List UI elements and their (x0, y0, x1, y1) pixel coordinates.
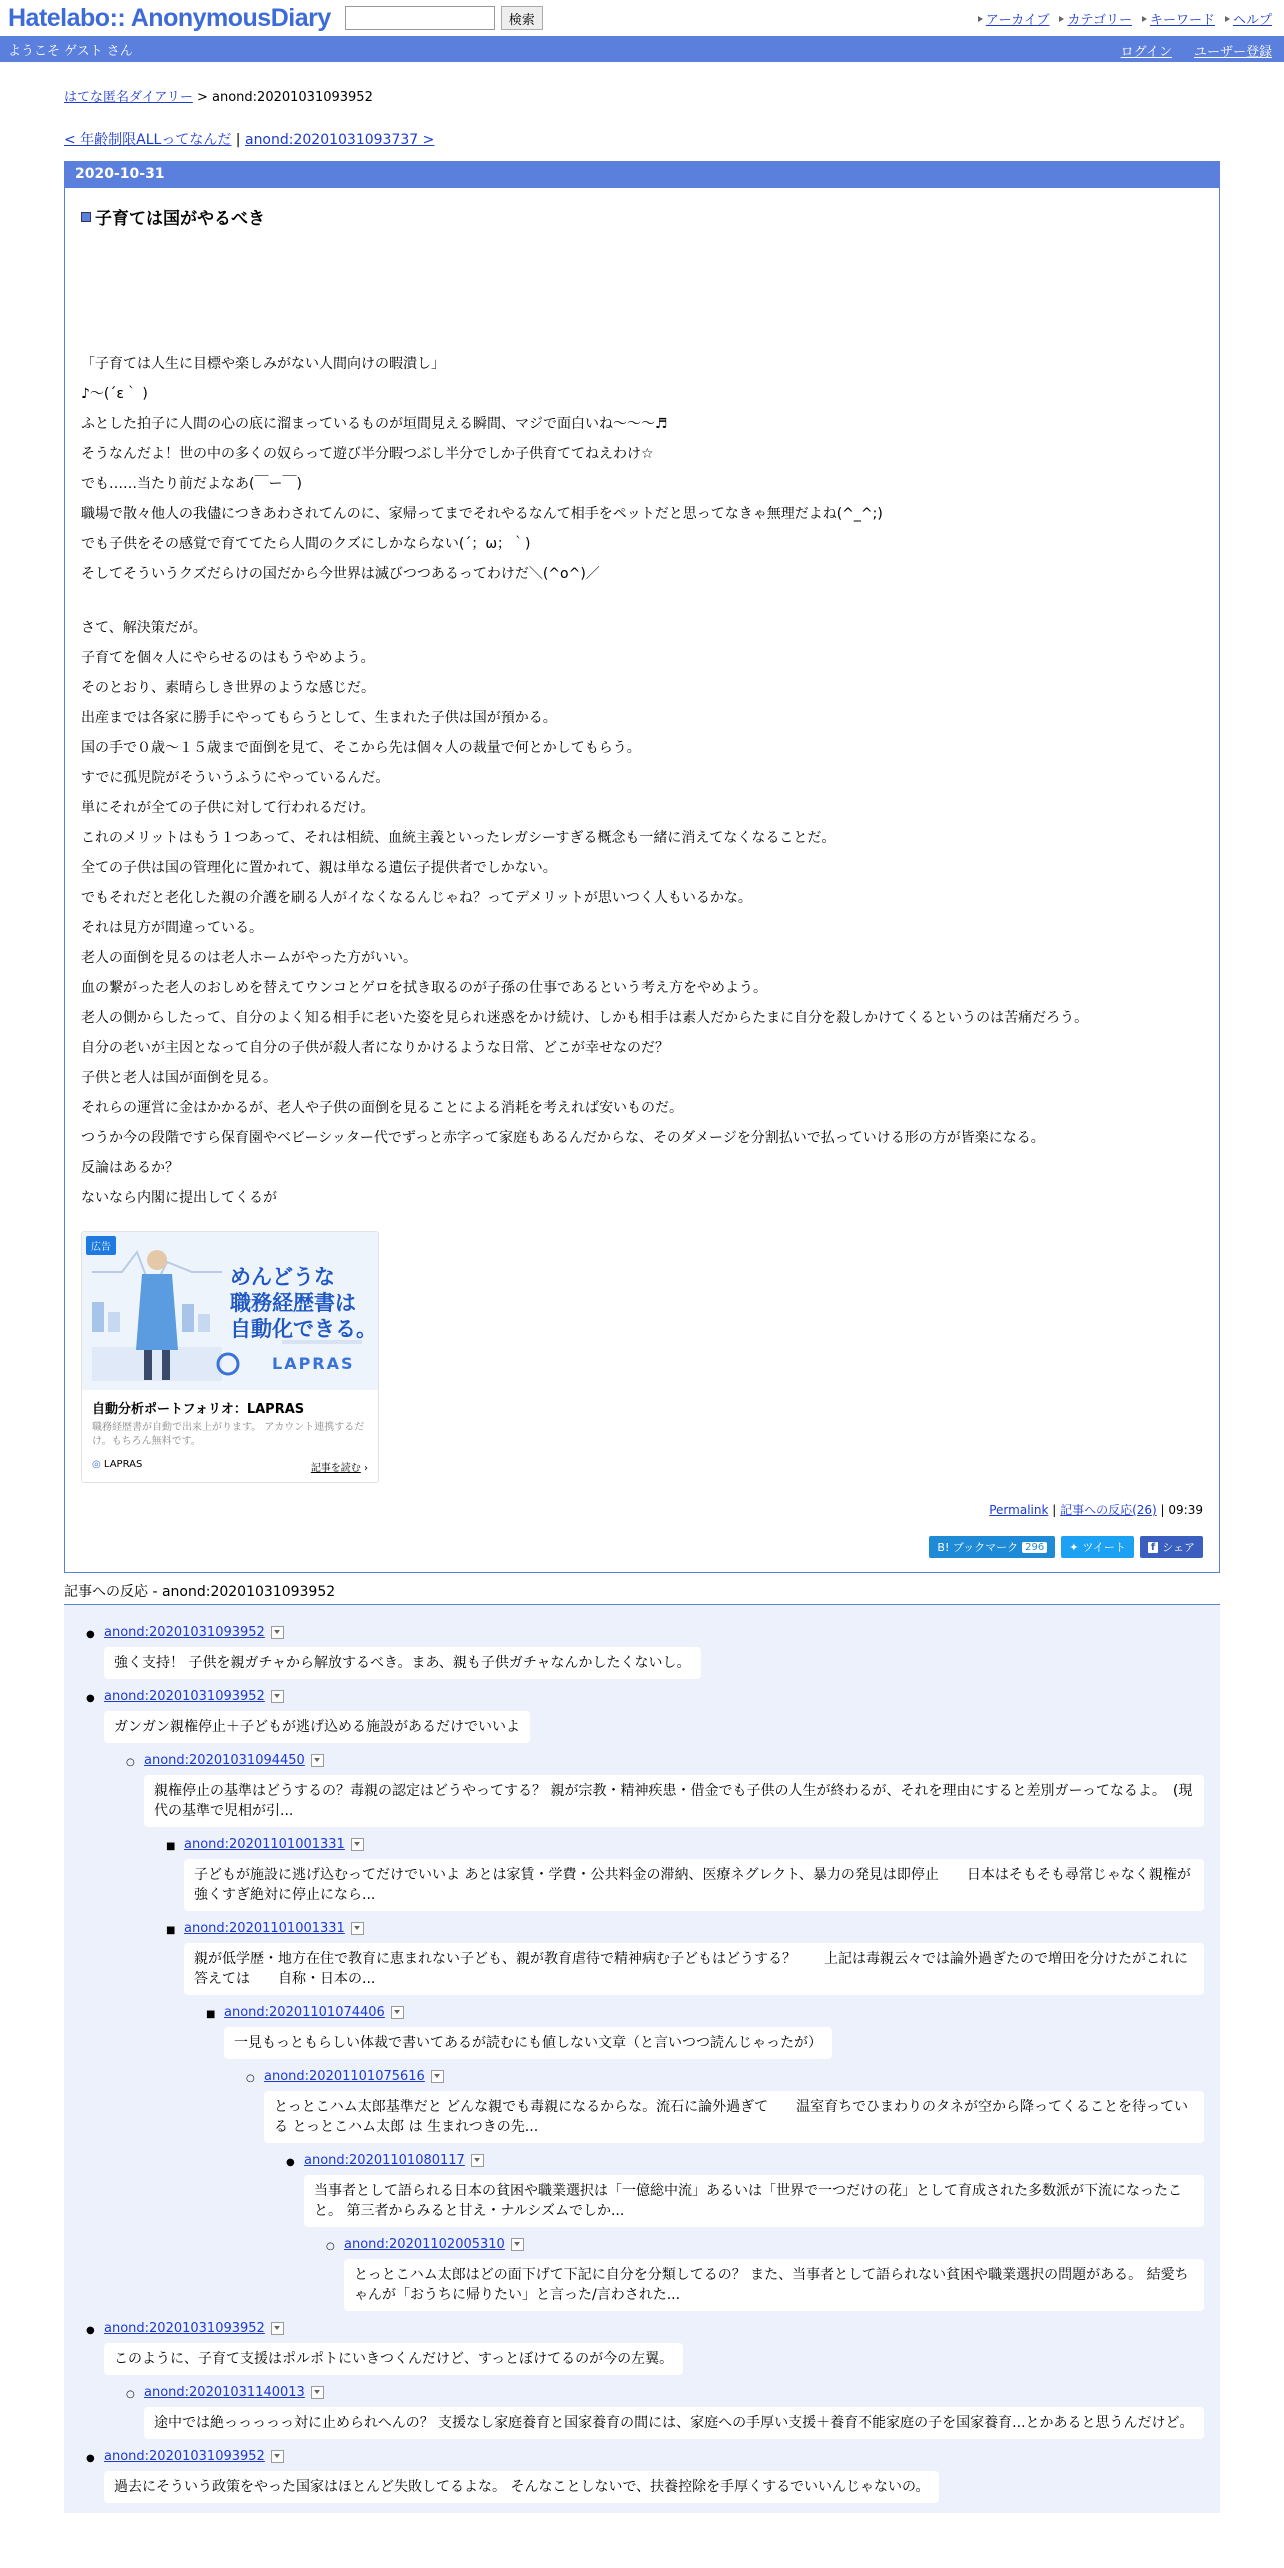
search-button[interactable]: 検索 (501, 6, 543, 30)
list-bullet-icon: ○ (126, 2389, 135, 2400)
ad-cta-label[interactable]: 記事を読む (310, 1463, 361, 1474)
top-nav (978, 9, 1272, 28)
entry-line: そのとおり、素晴らしき世界のような感じだ。 (81, 680, 375, 696)
search-input[interactable] (345, 6, 495, 30)
reaction-link[interactable]: anond:20201031093952 (104, 2320, 265, 2336)
entry-line: 血の繋がった老人のおしめを替えてウンコとゲロを拭き取るのが子孫の仕事であるという考え方をやめよう。 (81, 980, 767, 996)
welcome-bar (0, 36, 1284, 62)
permalink-row: Permalink | 記事への反応(26) | 09:39 (989, 1503, 1203, 1517)
nav-keyword-label[interactable]: キーワード (1149, 13, 1215, 28)
list-bullet-icon: ○ (246, 2073, 255, 2084)
reaction-item (86, 1685, 1204, 1743)
register-link[interactable]: ユーザー登録 (1193, 45, 1272, 60)
ad-card[interactable] (81, 1231, 379, 1483)
ad-brand-logo: LAPRAS (272, 1354, 355, 1373)
reactions-header: 記事への反応 - anond:20201031093952 (64, 1581, 1220, 1605)
prev-next-separator: | (231, 132, 245, 148)
reaction-item (206, 2001, 1204, 2059)
login-link[interactable]: ログイン (1120, 45, 1172, 60)
entry-line: つうか今の段階ですら保育園やベビーシッター代でずっと赤字って家庭もあるんだからな、そのダメージを分割払いで払っていける形の方が皆楽になる。 (81, 1130, 1045, 1146)
triangle-bullet-icon (978, 16, 983, 22)
breadcrumb-home-link[interactable]: はてな匿名ダイアリー (64, 90, 193, 105)
triangle-bullet-icon (1142, 16, 1147, 22)
entry-line: 出産までは各家に勝手にやってもらうとして、生まれた子供は国が預かる。 (81, 710, 557, 726)
entry-line: これのメリットはもう１つあって、それは相続、血統主義といったレガシーすぎる概念も一緒に消えてなくなることだ。 (81, 830, 836, 846)
dropdown-toggle-icon[interactable] (311, 1754, 324, 1767)
reaction-item (166, 1833, 1204, 1911)
prev-entry-link[interactable]: < 年齢制限ALLってなんだ (64, 132, 232, 148)
entry-line: 職場で散々他人の我儘につきあわされてんのに、家帰ってまでそれやるなんて相手をペットだと思ってなきゃ無理だよね(^_^;) (81, 506, 883, 522)
nav-help[interactable] (1225, 9, 1272, 28)
list-bullet-icon: ● (86, 1693, 95, 1704)
dropdown-toggle-icon[interactable] (351, 1922, 364, 1935)
entry-line: 子供と老人は国が面倒を見る。 (81, 1070, 277, 1086)
list-bullet-icon: ● (86, 2453, 95, 2464)
entry-spacer (81, 589, 1203, 613)
entry-title (81, 204, 1203, 229)
ad-description: 職務経歴書が自動で出来上がります。 アカウント連携するだけ。もちろん無料です。 (92, 1422, 365, 1447)
dropdown-toggle-icon[interactable] (391, 2006, 404, 2019)
reaction-header (104, 2445, 1204, 2467)
entry-line: 老人の面倒を見るのは老人ホームがやった方がいい。 (81, 950, 417, 966)
share-row (81, 1536, 1203, 1558)
nav-keyword[interactable] (1142, 9, 1215, 28)
reaction-body: とっとこハム太郎基準だと どんな親でも毒親になるからな。流石に論外過ぎて 温室育ちでひまわりのタネが空から降ってくることを待っている とっとこハム太郎 は 生まれつきの先... (264, 2091, 1204, 2143)
chevron-right-icon: › (360, 1463, 368, 1474)
entry-line: 老人の側からしたって、自分のよく知る相手に老いた姿を見られ迷惑をかけ続け、しかも相手は素人だからたまに自分を殺しかけてくるというのは苦痛だろう。 (81, 1010, 1089, 1026)
reactions-tree (64, 1605, 1220, 2513)
reaction-item (86, 2445, 1204, 2503)
dropdown-toggle-icon[interactable] (471, 2154, 484, 2167)
dropdown-toggle-icon[interactable] (431, 2070, 444, 2083)
reaction-body: 過去にそういう政策をやった国家はほとんど失敗してるよな。 そんなことしないで、扶養控除を手厚くするでいいんじゃないの。 (104, 2471, 939, 2503)
entry-date: 2020-10-31 (65, 162, 1219, 188)
reaction-body: 親が低学歴・地方在住で教育に恵まれない子ども、親が教育虐待で精神病む子どもはどうする？ 上記は毒親云々では論外過ぎたので増田を分けたがこれに答えては 自称・日本の... (184, 1943, 1204, 1995)
reaction-item (126, 2381, 1204, 2439)
reaction-header (104, 1685, 1204, 1707)
nav-category-label[interactable]: カテゴリー (1067, 13, 1132, 28)
entry-line: それらの運営に金はかかるが、老人や子供の面倒を見ることによる消耗を考えれば安いものだ。 (81, 1100, 683, 1116)
reaction-item (166, 1917, 1204, 1995)
list-bullet-icon: ● (86, 2325, 95, 2336)
entry-text (81, 349, 1203, 1213)
nav-help-label[interactable]: ヘルプ (1232, 13, 1272, 28)
reaction-header (344, 2233, 1204, 2255)
entry-body (65, 188, 1219, 1572)
reactions-link[interactable]: 記事への反応(26) (1060, 1503, 1157, 1517)
reaction-link[interactable]: anond:20201101001331 (184, 1920, 345, 1936)
reaction-body: このように、子育て支援はポルポトにいきつくんだけど、すっとぼけてるのが今の左翼。 (104, 2343, 683, 2375)
ad-headline (230, 1264, 377, 1342)
reaction-header (144, 2381, 1204, 2403)
breadcrumb (64, 86, 1220, 105)
triangle-bullet-icon (1225, 16, 1230, 22)
entry-line: ないなら内閣に提出してくるが (81, 1190, 277, 1206)
reaction-link[interactable]: anond:20201102005310 (344, 2236, 505, 2252)
reaction-body: ガンガン親権停止＋子どもが逃げ込める施設があるだけでいいよ (104, 1711, 530, 1743)
ad-headline-line-2: 職務経歴書は (230, 1291, 356, 1315)
square-bullet-icon[interactable] (81, 212, 91, 222)
nav-archive[interactable] (978, 9, 1050, 28)
permalink-link[interactable]: Permalink (989, 1503, 1049, 1517)
list-bullet-icon: ○ (126, 1757, 135, 1768)
entry-line: 反論はあるか？ (81, 1160, 179, 1176)
entry-line: でも子供をその感覚で育ててたら人間のクズにしかならない(´；ω；｀) (81, 536, 531, 552)
ad-footer (92, 1459, 368, 1474)
entry-line: 「子育ては人生に目標や楽しみがない人間向けの暇潰し」 (81, 356, 445, 372)
dropdown-toggle-icon[interactable] (271, 1690, 284, 1703)
entry-line: 単にそれが全ての子供に対して行われるだけ。 (81, 800, 375, 816)
list-bullet-icon: ■ (166, 1925, 176, 1936)
site-logo[interactable]: Hatelabo:: AnonymousDiary (8, 3, 331, 32)
bookmark-count: 296 (1022, 1542, 1047, 1553)
entry-line: 自分の老いが主因となって自分の子供が殺人者になりかけるような日常、どこが幸せなのだ？ (81, 1040, 669, 1056)
reaction-body: とっとこハム太郎はどの面下げて下記に自分を分類してるの？ また、当事者として語られない貧困や職業選択の問題がある。 結愛ちゃんが「おうちに帰りたい」と言った/言わされた... (344, 2259, 1204, 2311)
ad-headline-line-3: 自動化できる。 (230, 1317, 377, 1341)
entry-box (64, 161, 1220, 1573)
dropdown-toggle-icon[interactable] (311, 2386, 324, 2399)
reaction-item (326, 2233, 1204, 2311)
reaction-header (304, 2149, 1204, 2171)
reaction-link[interactable]: anond:20201101074406 (224, 2004, 385, 2020)
dropdown-toggle-icon[interactable] (271, 2450, 284, 2463)
reaction-link[interactable]: anond:20201031093952 (104, 1624, 265, 1640)
welcome-text: ようこそ ゲスト さん (8, 43, 133, 59)
entry-line: 全ての子供は国の管理化に置かれて、親は単なる遺伝子提供者でしかない。 (81, 860, 557, 876)
breadcrumb-current: anond:20201031093952 (212, 90, 373, 105)
list-bullet-icon: ■ (166, 1841, 176, 1852)
entry-time: 09:39 (1168, 1503, 1203, 1517)
reaction-link[interactable]: anond:20201101080117 (304, 2152, 465, 2168)
reaction-header (184, 1833, 1204, 1855)
facebook-share-button[interactable] (1140, 1536, 1203, 1558)
entry-line: それは見方が間違っている。 (81, 920, 263, 936)
reaction-item (246, 2065, 1204, 2143)
next-entry-link[interactable]: anond:20201031093737 > (244, 132, 435, 148)
reaction-header (224, 2001, 1204, 2023)
reaction-link[interactable]: anond:20201101001331 (184, 1836, 345, 1852)
reaction-link[interactable]: anond:20201031093952 (104, 2448, 265, 2464)
reaction-item (286, 2149, 1204, 2227)
tweet-button[interactable] (1061, 1536, 1134, 1558)
facebook-icon: f (1148, 1542, 1158, 1553)
list-bullet-icon: ○ (326, 2241, 335, 2252)
reaction-link[interactable]: anond:20201031140013 (144, 2384, 305, 2400)
entry-line: 子育てを個々人にやらせるのはもうやめよう。 (81, 650, 375, 666)
ad-advertiser-name: LAPRAS (103, 1459, 143, 1470)
reaction-header (104, 1621, 1204, 1643)
bookmark-label: B! ブックマーク (937, 1541, 1019, 1554)
entry-line: でも……当たり前だよなあ(￣ー￣) (81, 476, 302, 492)
ad-advertiser (92, 1459, 142, 1474)
ad-image[interactable] (82, 1232, 378, 1390)
reaction-body: 子どもが施設に逃げ込むってだけでいいよ あとは家賃・学費・公共料金の滞納、医療ネグレクト、暴力の発見は即停止 日本はそもそも尋常じゃなく親権が強くすぎ絶対に停止になら... (184, 1859, 1204, 1911)
list-bullet-icon: ■ (206, 2009, 216, 2020)
breadcrumb-separator: > (192, 90, 213, 105)
reaction-body: 強く支持！ 子供を親ガチャから解放するべき。まあ、親も子供ガチャなんかしたくないし。 (104, 1647, 701, 1679)
entry-line: ♪～(´ε｀ ) (81, 386, 148, 402)
list-bullet-icon: ● (286, 2157, 295, 2168)
dropdown-toggle-icon[interactable] (511, 2238, 524, 2251)
reaction-header (144, 1749, 1204, 1771)
reaction-header (184, 1917, 1204, 1939)
tweet-label: ツイート (1082, 1541, 1126, 1554)
prev-next-nav (64, 129, 1220, 149)
reaction-link[interactable]: anond:20201101075616 (264, 2068, 425, 2084)
reaction-item (86, 1621, 1204, 1679)
reaction-item (126, 1749, 1204, 1827)
entry-line: さて、解決策だが。 (81, 620, 207, 636)
reaction-link[interactable]: anond:20201031094450 (144, 1752, 305, 1768)
site-header (0, 0, 1284, 36)
entry-line: 国の手で０歳～１５歳まで面倒を見て、そこから先は個々人の裁量で何とかしてもらう。 (81, 740, 641, 756)
share-label: シェア (1162, 1541, 1195, 1554)
reaction-body: 当事者として語られる日本の貧困や職業選択は「一億総中流」あるいは「世界で一つだけの花」として育成された多数派が下流になったこと。 第三者からみると甘え・ナルシズムでしか... (304, 2175, 1204, 2227)
triangle-bullet-icon (1059, 16, 1064, 22)
ad-headline-line-1: めんどうな (230, 1265, 335, 1289)
dropdown-toggle-icon[interactable] (351, 1838, 364, 1851)
bookmark-button[interactable] (929, 1536, 1055, 1558)
reaction-body: 親権停止の基準はどうするの？毒親の認定はどうやってする？ 親が宗教・精神疾患・借金でも子供の人生が終わるが、それを理由にすると差別ガーってなるよ。 (現代の基準で児相が引... (144, 1775, 1204, 1827)
lapras-logo-icon: ◎ (92, 1459, 104, 1470)
twitter-bird-icon: ✦ (1069, 1540, 1079, 1554)
entry-line: そしてそういうクズだらけの国だから今世界は滅びつつあるってわけだ＼(^o^)／ (81, 566, 600, 582)
reaction-header (264, 2065, 1204, 2087)
reaction-item (86, 2317, 1204, 2375)
entry-line: すでに孤児院がそういうふうにやっているんだ。 (81, 770, 390, 786)
entry-line: そうなんだよ！世の中の多くの奴らって遊び半分暇つぶし半分でしか子供育ててねえわけ☆ (81, 446, 654, 462)
reaction-body: 一見もっともらしい体裁で書いてあるが読むにも値しない文章（と言いつつ読んじゃったが） (224, 2027, 832, 2059)
ad-badge: 広告 (86, 1236, 116, 1255)
list-bullet-icon: ● (86, 1629, 95, 1640)
entry-line: ふとした拍子に人間の心の底に溜まっているものが垣間見える瞬間、マジで面白いね～～～♬ (81, 416, 668, 432)
nav-category[interactable] (1059, 9, 1131, 28)
entry-line: でもそれだと老化した親の介護を刷る人がイなくなるんじゃね？ってデメリットが思いつく人もいるかな。 (81, 890, 752, 906)
ad-title[interactable]: 自動分析ポートフォリオ：LAPRAS (92, 1402, 305, 1417)
dropdown-toggle-icon[interactable] (271, 2322, 284, 2335)
ad-cta[interactable] (311, 1459, 368, 1474)
reaction-link[interactable]: anond:20201031093952 (104, 1688, 265, 1704)
dropdown-toggle-icon[interactable] (271, 1626, 284, 1639)
main-content (64, 86, 1220, 2513)
entry-title-text: 子育ては国がやるべき (95, 209, 265, 229)
reaction-header (104, 2317, 1204, 2339)
reaction-body: 途中では絶っっっっっ対に止められへんの？ 支援なし家庭養育と国家養育の間には、家庭への手厚い支援＋養育不能家庭の子を国家養育...とかあると思うんだけど。 (144, 2407, 1204, 2439)
nav-archive-label[interactable]: アーカイブ (985, 13, 1050, 28)
